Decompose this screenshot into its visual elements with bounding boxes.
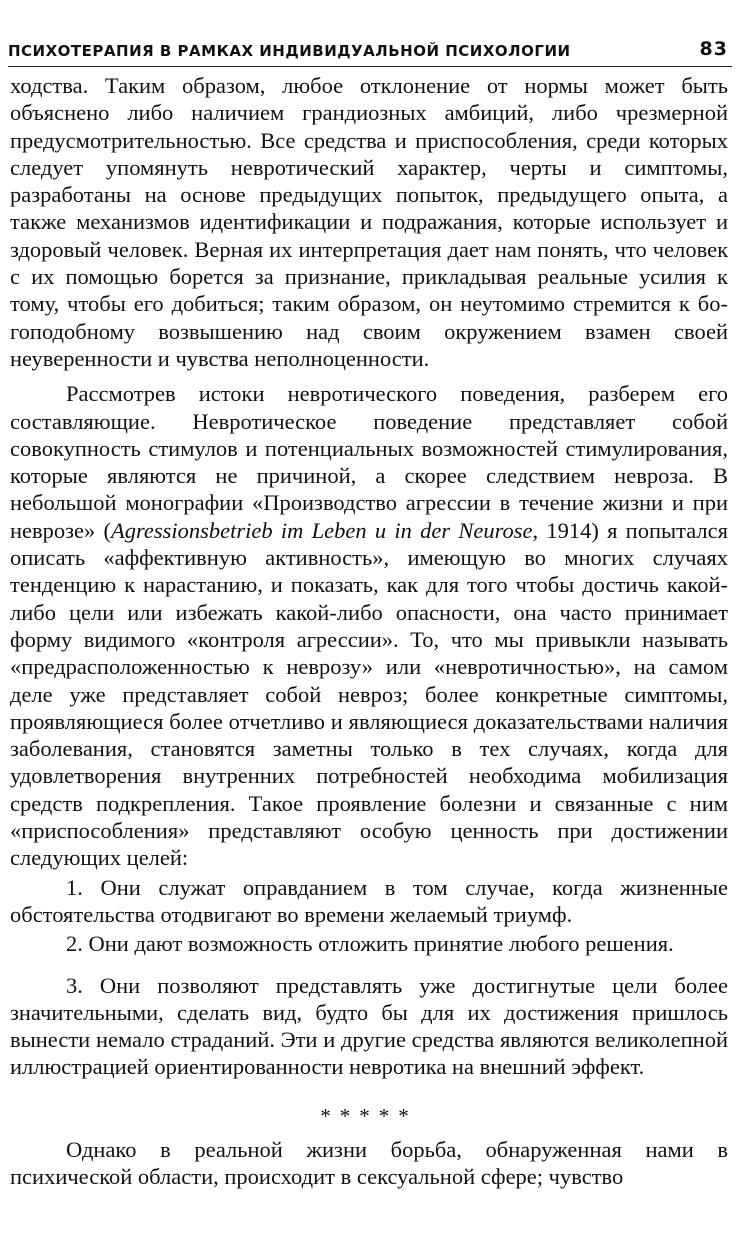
book-title-italic: Agressionsbetrieb im Leben u in der Neurose <box>111 517 533 543</box>
running-head <box>8 36 728 60</box>
list-item-2: 2. Они дают возможность отложить принятие любого решения. <box>66 931 674 957</box>
running-title: ПСИХОТЕРАПИЯ В РАМКАХ ИНДИВИДУАЛЬНОЙ ПСИХОЛОГИИ <box>8 42 571 60</box>
paragraph-2-part-a: Рассмотрев истоки невротического поведения, разберем его составляющие. Невротическое поведение представляет собой совокупность стимулов и потенциальных возможностей стимулирования, которые являются не причиной, а скорее следствием невроза. В небольшой монографии «Производство агрессии в течение жизни и при неврозе» ( <box>10 381 728 543</box>
section-separator: ***** <box>320 1103 418 1128</box>
paragraph-2-part-b: , 1914) я попытался описать «аффективную активность», имеющую во многих случаях тенденцию к нарастанию, и показать, как для того чтобы достичь какой-либо цели или избежать какой-либо опасности, она часто принимает форму видимого «контроля агрессии». То, что мы привыкли называть «предрасположенностью к неврозу» или «невротичностью», на самом деле уже представляет собой невроз; более конкретные симптомы, проявляющиеся более отчетливо и являющиеся доказательствами наличия заболевания, становятся заметны только в тех случаях, когда для удовлетворения внутренних потребностей необходима мобилизация средств подкрепления. Такое проявление болезни и связанные с ним «приспособления» представляют особую ценность при достижении следующих целей: <box>10 517 728 871</box>
body-text <box>10 72 728 1191</box>
list-item-1: 1. Они служат оправданием в том случае, когда жизненные обстоятельства отодвигают во времени желаемый триумф. <box>10 874 728 927</box>
list-item-3: 3. Они позволяют представлять уже достигнутые цели более значительными, сделать вид, будто бы для их достижения пришлось вынести немало страданий. Эти и другие средства являются великолепной иллюстрацией ориентированности невротика на внешний эффект. <box>10 972 728 1080</box>
paragraph-2 <box>10 380 728 871</box>
header-rule <box>8 66 732 67</box>
paragraph-last: Однако в реальной жизни борьба, обнаруженная нами в психической области, происходит в сексуальной сфере; чувство <box>10 1136 728 1190</box>
page-number: 83 <box>699 38 728 60</box>
paragraph-1: ходства. Таким образом, любое отклонение от нормы может быть объяснено либо наличием грандиозных амбиций, либо чрезмерной предусмотрительностью. Все средства и приспособления, среди которых следует упомянуть невротический характер, черты и симптомы, разработаны на основе предыдущих попыток, предыдущего опыта, а также механизмов идентификации и подражания, которые использует и здоровый человек. Верная их интерпретация дает нам понять, что человек с их помощью борется за признание, прикладывая реальные усилия к тому, чтобы его добиться; таким образом, он неутомимо стремится к богоподобному возвышению над своим окружением взамен своей неуверенности и чувства неполноценности. <box>10 73 728 371</box>
